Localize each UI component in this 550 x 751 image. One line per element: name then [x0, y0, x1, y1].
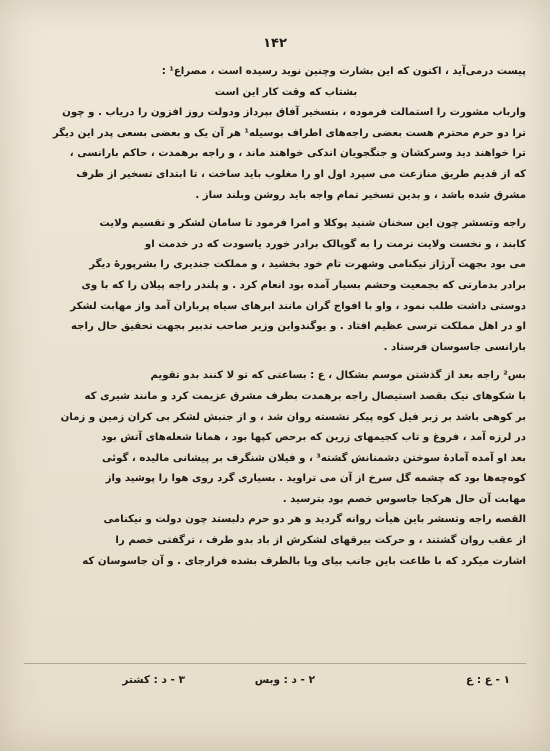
- body-text: [46, 62, 526, 572]
- text-line: برادر بدمارتی که بجمعیت وحشم بسیار آمده بود انعام کرد . و پلندر راجه پیلان را که با وی: [81, 279, 526, 291]
- footnote-divider: [24, 663, 526, 664]
- text-line: بس² راجه بعد از گذشتن موسم بشکال ، ع : بساعتی که تو لا کنند بدو تقویم: [150, 370, 526, 382]
- text-line: اشارت میکرد که با طاعت باین جانب بیای ویا بالطرف بشده فرارجای . و آن جاسوسان که: [82, 555, 526, 567]
- text-line: مشرق شده باشد ، و بدین تسخیر تمام واجه باید روشن وبلند ساز .: [195, 189, 526, 201]
- text-line: پیست درمی‌آید ، اکنون که این بشارت وچنین نوید رسیده است ، مصراع¹ :: [161, 66, 526, 77]
- text-line: بعد او آمده آمادهٔ سوختن دشمنانش گشته³ ، و فیلان شنگرف بر پیشانی مالیده ، گوئی: [101, 452, 526, 464]
- text-line: کابند ، و نخست ولایت نرمت را به گوپالک برادر خورد یاسودت که در خدمت او: [144, 238, 526, 250]
- text-line: می بود بجهت آرژاز نیکنامی وشهرت تام خود بخشید ، و مملکت جندیری را بشرپورهٔ دیگر: [89, 259, 526, 271]
- text-line: که از قدیم طریق منازعت می سپرد اول او را مغلوب باید ساخت ، تا ابتدای تسخیر از طرف: [76, 168, 526, 180]
- footnotes: [60, 674, 510, 694]
- footnote-2: ۲ - د : وبس: [254, 674, 315, 686]
- text-line: وارباب مشورت را استمالت فرموده ، بتسخیر آفاق بپرداز ودولت روز افزون را دریاب . و چون: [62, 107, 526, 119]
- text-line: از عقب روان گشتند ، و حرکت بیرقهای لشکرش از باد بدو طرف ، ترگفتی خصم را: [115, 535, 526, 547]
- page-number: ۱۴۲: [263, 36, 287, 51]
- text-line: با شکوهای نیک بقصد استیصال راجه برهمدت بطرف مشرق عزیمت کرد و مانند شیری که: [84, 390, 526, 402]
- text-line: مهابت آن حال هرکجا جاسوس خصم بود بترسید .: [282, 493, 526, 505]
- text-line: بارانسی جاسوسان فرستاد .: [383, 341, 526, 353]
- text-line: در لرزه آمد ، فروغ و تاب کجیمهای زرین که برحص کپها بود ، همانا شعله‌های آتش بود: [101, 432, 526, 444]
- footnote-3: ۳ - د : کشتر: [122, 674, 185, 686]
- text-line: دوستی داشت طلب نمود ، واو با افواج گران مانند ابرهای سیاه پرباران آمد واز مهابت لشکر: [70, 300, 526, 312]
- paragraph-gap: [46, 358, 526, 366]
- text-line: ترا خواهند دید وسرکشان و جنگجویان اندکی خواهند ماند ، و راجه برهمدت ، حاکم بارانسی ،: [69, 148, 526, 160]
- text-line: او در اهل مملکت ترسی عظیم افتاد . و یوگندواین وزیر صاحب تدبیر بجهت تحقیق حال راجه: [70, 321, 526, 333]
- paragraph-gap: [46, 206, 526, 214]
- text-line: ترا دو حرم محترم هست بعضی راجه‌های اطراف بوسیله¹ هر آن یک و بعضی بسعی پدر این دیگر: [52, 127, 526, 139]
- text-line: کوه‌چه‌ها بود که چشمه گل سرخ از آن می تراوید . بسیاری گرد روی هوا را پوشید واز: [105, 473, 526, 485]
- verse-line: بشتاب که وقت کار این است: [214, 86, 358, 98]
- text-line: القصه راجه وتسشر باین هیأت روانه گردید و هر دو حرم دلبستد چون دولت و نیکنامی: [103, 514, 526, 526]
- text-line: راجه وتسشر چون این سخنان شنید پوکلا و امرا فرمود تا سامان لشکر و تقسیم ولایت: [99, 218, 526, 230]
- footnote-1: ۱ - ع : ع: [466, 674, 510, 686]
- text-line: بر کوهی باشد بر زبر فیل کوه پیکر نشسته روان شد ، و از جنبش لشکر بی کران زمین و زمان: [60, 411, 526, 423]
